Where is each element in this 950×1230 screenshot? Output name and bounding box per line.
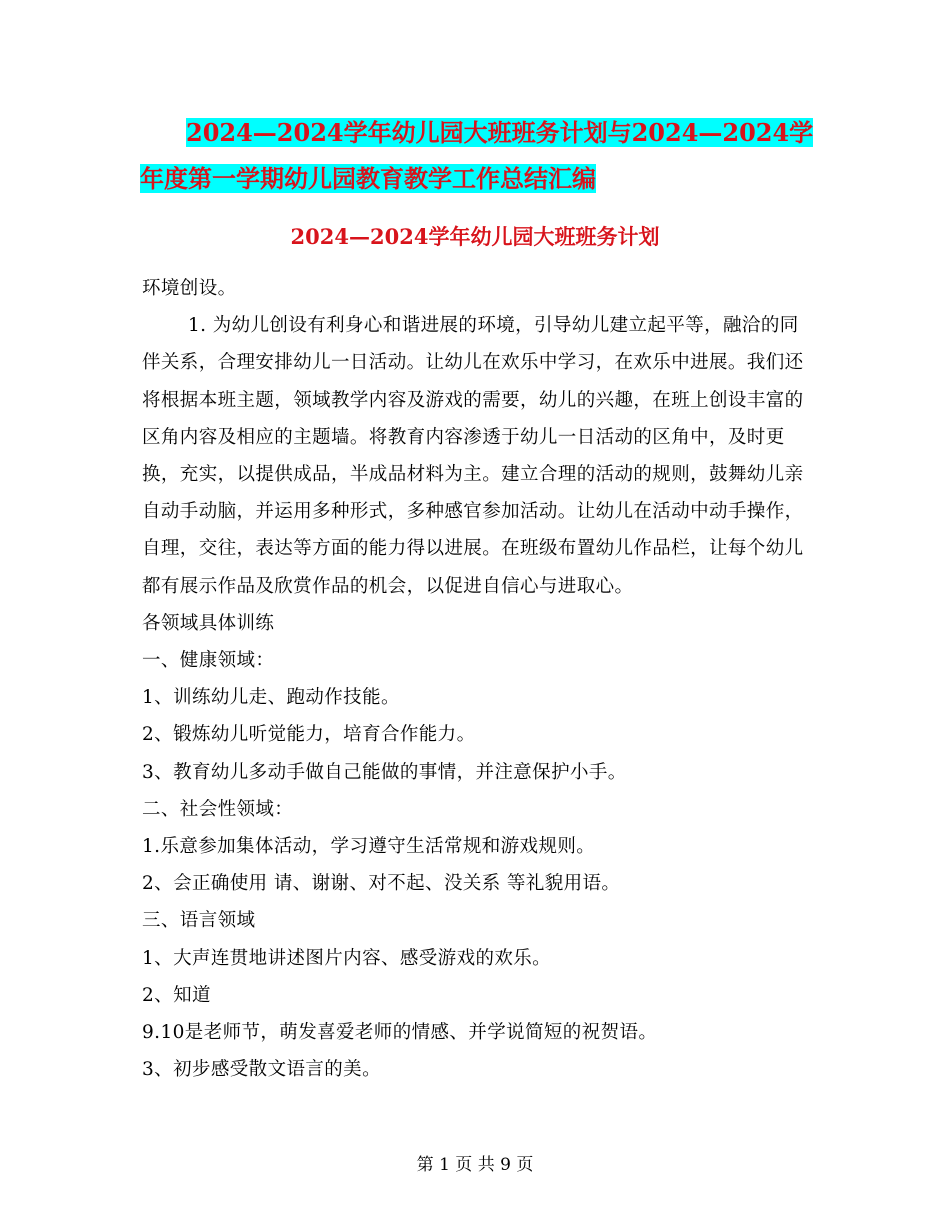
paragraph: 3、初步感受散文语言的美。 <box>142 1059 381 1081</box>
paragraph: 2、知道 <box>142 984 211 1006</box>
paragraph: 环境创设。 <box>142 278 237 299</box>
document-body <box>142 270 812 1088</box>
paragraph: 一、健康领域： <box>142 650 275 672</box>
paragraph: 三、语言领域 <box>142 910 256 932</box>
page-number: 第 1 页 共 9 页 <box>416 1155 534 1175</box>
paragraph: 9.10是老师节，萌发喜爱老师的情感、并学说简短的祝贺语。 <box>142 1022 658 1044</box>
section-title: 2024—2024学年幼儿园大班班务计划 <box>290 224 660 249</box>
paragraph: 1.乐意参加集体活动，学习遵守生活常规和游戏规则。 <box>142 836 596 858</box>
page-footer <box>0 1152 950 1178</box>
document-title <box>140 110 820 202</box>
title-line-1: 2024—2024学年幼儿园大班班务计划与2024—2024学 <box>186 118 814 147</box>
paragraph: 二、社会性领域： <box>142 798 294 820</box>
paragraph: 3、教育幼儿多动手做自己能做的事情，并注意保护小手。 <box>142 761 627 783</box>
paragraph: 1、大声连贯地讲述图片内容、感受游戏的欢乐。 <box>142 947 552 969</box>
paragraph: 各领域具体训练 <box>142 612 275 634</box>
paragraph: 1、训练幼儿走、跑动作技能。 <box>142 687 400 709</box>
paragraph: 1. 为幼儿创设有利身心和谐进展的环境，引导幼儿建立起平等，融洽的同伴关系，合理安排幼儿一日活动。让幼儿在欢乐中学习，在欢乐中进展。我们还将根据本班主题，领域教学内容及游戏的需要，幼儿的兴趣，在班上创设丰富的区角内容及相应的主题墙。将教育内容渗透于幼儿一日活动的区角中，及时更换，充实，以提供成品，半成品材料为主。建立合理的活动的规则，鼓舞幼儿亲自动手动脑，并运用多种形式，多种感官参加活动。让幼儿在活动中动手操作，自理，交往，表达等方面的能力得以进展。在班级布置幼儿作品栏，让每个幼儿都有展示作品及欣赏作品的机会，以促进自信心与进取心。 <box>142 315 804 597</box>
paragraph: 2、会正确使用 请、谢谢、对不起、没关系 等礼貌用语。 <box>142 873 621 895</box>
paragraph: 2、锻炼幼儿听觉能力，培育合作能力。 <box>142 724 476 746</box>
title-line-2: 年度第一学期幼儿园教育教学工作总结汇编 <box>140 164 596 193</box>
